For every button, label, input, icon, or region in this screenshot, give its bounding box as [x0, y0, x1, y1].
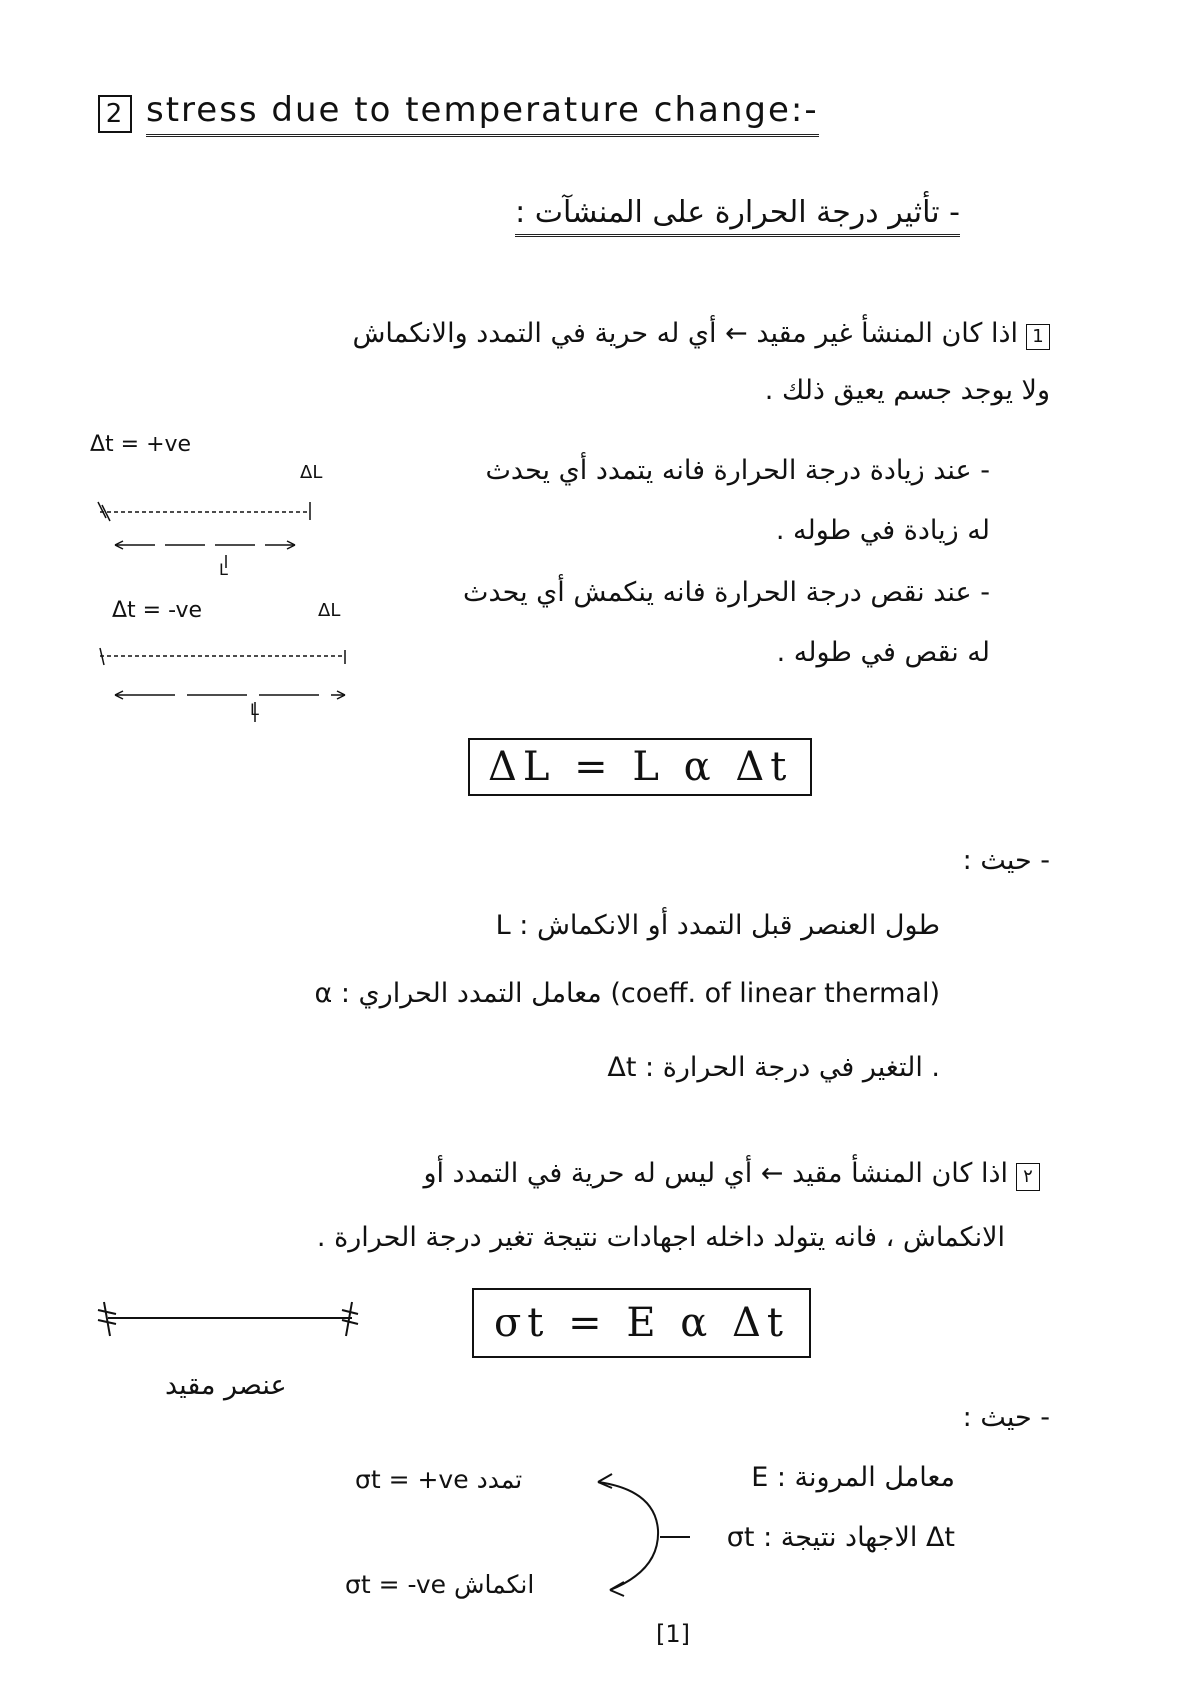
case2-line2: الانكماش ، فانه يتولد داخله اجهادات نتيجة تغير درجة الحرارة .	[316, 1222, 1005, 1253]
decrease-line1: - عند نقص درجة الحرارة فانه ينكمش أي يحدث	[463, 577, 990, 608]
definition-thermal-stress: σt : الاجهاد نتيجة Δt	[726, 1522, 955, 1553]
section-number: 2	[98, 95, 132, 133]
stress-case-tension: σt = +ve تمدد	[355, 1465, 523, 1494]
increase-line1: - عند زيادة درجة الحرارة فانه يتمدد أي يحدث	[485, 455, 990, 486]
case2-line1-text: اذا كان المنشأ مقيد ← أي ليس له حرية في التمدد أو	[423, 1158, 1008, 1189]
section-title-text: stress due to temperature change:-	[146, 90, 819, 137]
definition-length: L : طول العنصر قبل التمدد أو الانكماش	[495, 910, 940, 941]
delta-t-positive-label: Δt = +ve	[90, 432, 192, 457]
where-label-2: - حيث :	[962, 1402, 1050, 1433]
thermal-elongation-formula: ΔL = L α Δt	[468, 738, 812, 796]
case2-number: ٢	[1016, 1163, 1040, 1191]
case1-number: 1	[1026, 324, 1050, 350]
case1-line1-text: اذا كان المنشأ غير مقيد ← أي له حرية في التمدد والانكماش	[352, 318, 1018, 349]
delta-t-negative-label: Δt = -ve	[112, 598, 202, 623]
delta-l-label-top: ΔL	[300, 462, 323, 483]
definition-modulus: E : معامل المرونة	[751, 1462, 955, 1493]
subheading-text: - تأثير درجة الحرارة على المنشآت :	[515, 195, 960, 237]
where-label-1: - حيث :	[962, 845, 1050, 876]
length-label-top: L	[219, 560, 228, 579]
fixed-member-label: عنصر مقيد	[165, 1370, 287, 1401]
page-number: [1]	[656, 1620, 690, 1648]
definition-delta-t: Δt : التغير في درجة الحرارة .	[607, 1052, 940, 1083]
stress-case-compression: σt = -ve انكماش	[345, 1570, 535, 1599]
fixed-member-sketch	[98, 1302, 358, 1336]
case1-line2: ولا يوجد جسم يعيق ذلك .	[764, 375, 1050, 406]
definition-alpha: α : معامل التمدد الحراري (coeff. of linear thermal)	[314, 978, 940, 1009]
decrease-line2: له نقص في طوله .	[776, 637, 990, 668]
case2-line1	[140, 1158, 1040, 1191]
delta-l-label-bottom: ΔL	[318, 600, 341, 621]
length-label-bottom: L	[250, 700, 259, 719]
thermal-stress-formula: σt = E α Δt	[472, 1288, 811, 1358]
increase-line2: له زيادة في طوله .	[775, 515, 990, 546]
expansion-sketch	[98, 502, 310, 568]
